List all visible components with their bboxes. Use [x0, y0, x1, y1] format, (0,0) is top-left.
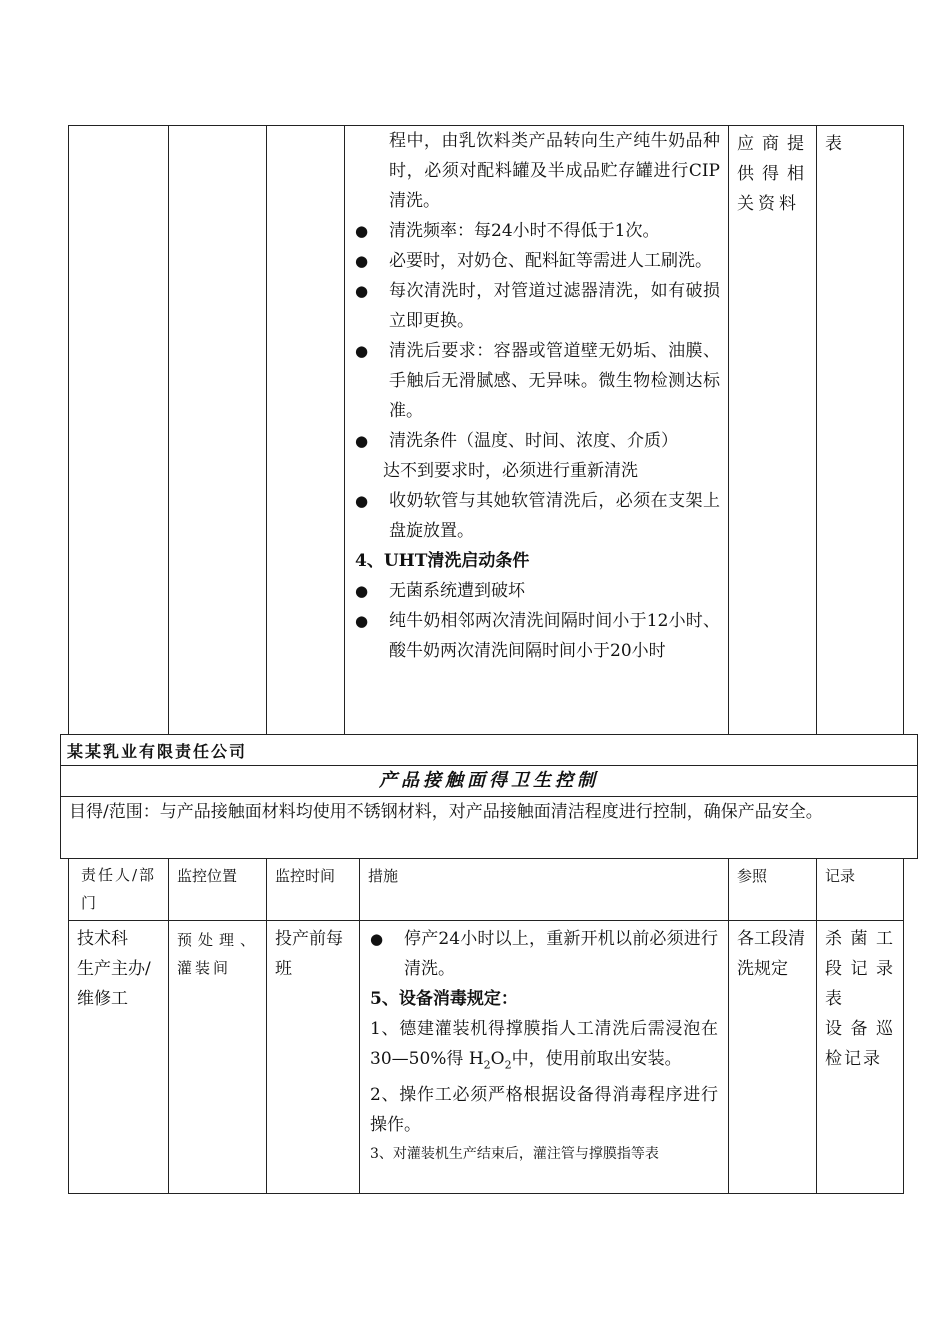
top-col-measures	[344, 125, 729, 735]
top-measure-bullet: ● 清洗条件（温度、时间、浓度、介质）	[355, 426, 720, 456]
location-text: 预处理、灌装间	[177, 931, 258, 977]
measure-item-1: 1、德建灌装机得撑膜指人工清洗后需浸泡在30—50%得 $H_2O_2$中，使用前取出安装。	[370, 1019, 718, 1072]
top-col-reference	[728, 125, 817, 735]
top-measure-heading: 4、UHT清洗启动条件	[355, 551, 530, 571]
top-measure-text: 达不到要求时，必须进行重新清洗	[383, 461, 638, 481]
reference-text: 各工段清洗规定	[737, 929, 805, 979]
header-measures: 措施	[359, 858, 729, 921]
top-measure-bullet: ● 收奶软管与其她软管清洗后，必须在支架上盘旋放置。	[355, 486, 720, 546]
responsible-line-1: 技术科	[77, 929, 128, 949]
top-measure-bullet: ● 清洗后要求：容器或管道壁无奶垢、油膜、手触后无滑腻感、无异味。微生物检测达标准。	[355, 336, 720, 426]
record-text-2: 设备巡检记录	[825, 1019, 895, 1069]
row-reference	[728, 920, 817, 1194]
top-col-record	[816, 125, 904, 735]
row-responsible	[68, 920, 169, 1194]
header-reference: 参照	[728, 858, 817, 921]
responsible-line-2: 生产主办/	[77, 959, 151, 979]
company-name: 某某乳业有限责任公司	[60, 734, 918, 766]
row-record	[816, 920, 904, 1194]
row-location	[168, 920, 267, 1194]
top-measure-bullet: ● 必要时，对奶仓、配料缸等需进人工刷洗。	[355, 246, 720, 276]
measure-item-2: 2、操作工必须严格根据设备得消毒程序进行操作。	[370, 1085, 718, 1136]
top-record-text: 表	[825, 134, 842, 154]
document-title: 产品接触面得卫生控制	[60, 765, 918, 797]
top-measure-bullet: ● 清洗频率：每24小时不得低于1次。	[355, 216, 720, 246]
top-col-responsible	[68, 125, 169, 735]
header-time: 监控时间	[266, 858, 360, 921]
record-text-1: 杀菌工段记录表	[825, 929, 895, 1009]
top-measure-text: 程中，由乳饮料类产品转向生产纯牛奶品种时，必须对配料罐及半成品贮存罐进行CIP清洗。	[389, 131, 720, 211]
row-time	[266, 920, 360, 1194]
header-responsible: 责任人/部门	[68, 858, 169, 921]
header-location: 监控位置	[168, 858, 267, 921]
purpose-text: 目得/范围：与产品接触面材料均使用不锈钢材料，对产品接触面清洁程度进行控制，确保产品安全。	[60, 796, 918, 859]
measure-item-3: 3、对灌装机生产结束后，灌注管与撑膜指等表	[370, 1146, 659, 1163]
measure-bullet: ● 停产24小时以上，重新开机以前必须进行清洗。	[370, 924, 718, 984]
top-measure-bullet: ● 纯牛奶相邻两次清洗间隔时间小于12小时、酸牛奶两次清洗间隔时间小于20小时	[355, 606, 720, 666]
top-col-location	[168, 125, 267, 735]
time-text: 投产前每班	[275, 929, 343, 979]
responsible-line-3: 维修工	[77, 989, 128, 1009]
header-record: 记录	[816, 858, 904, 921]
top-measure-bullet: ● 无菌系统遭到破坏	[355, 576, 720, 606]
measure-heading: 5、设备消毒规定：	[370, 989, 518, 1009]
top-measure-bullet: ● 每次清洗时，对管道过滤器清洗，如有破损立即更换。	[355, 276, 720, 336]
row-measures	[359, 920, 729, 1194]
top-col-time	[266, 125, 345, 735]
top-reference-text: 应商提供得相关资料	[737, 134, 808, 214]
